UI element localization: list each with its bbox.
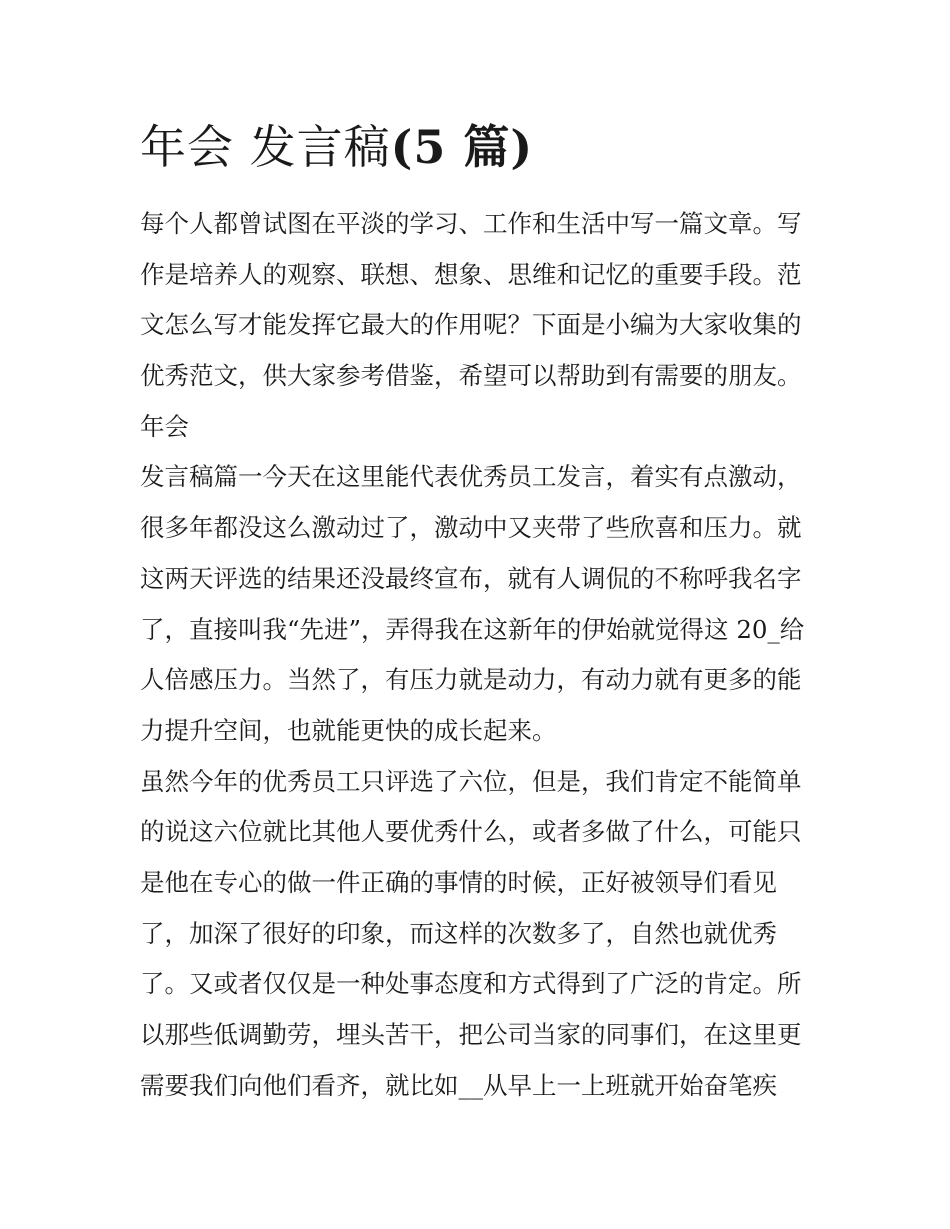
page-title (140, 112, 533, 182)
text-line: 每个人都曾试图在平淡的学习、工作和生活中写一篇文章。写 (140, 209, 802, 238)
text-line: 文怎么写才能发挥它最大的作用呢？下面是小编为大家收集的 (140, 310, 802, 340)
text-line: 以那些低调勤劳，埋头苦干，把公司当家的同事们，在这里更 (140, 1020, 802, 1049)
text-line: 是他在专心的做一件正确的事情的时候，正好被领导们看见 (140, 867, 777, 897)
text-line: 的说这六位就比其他人要优秀什么，或者多做了什么，可能只 (140, 817, 802, 847)
text-line: 力提升空间，也就能更快的成长起来。 (140, 715, 557, 745)
text-line: 需要我们向他们看齐，就比如__从早上一上班就开始奋笔疾 (140, 1070, 777, 1100)
title-count: (5 篇) (390, 120, 534, 174)
title-text: 年会 发言稿 (140, 120, 391, 174)
text-line: 了，加深了很好的印象，而这样的次数多了，自然也就优秀 (140, 918, 777, 948)
text-line: 优秀范文，供大家参考借鉴，希望可以帮助到有需要的朋友。 (140, 361, 802, 391)
text-line: 虽然今年的优秀员工只评选了六位，但是，我们肯定不能简单 (140, 766, 802, 796)
text-line: 作是培养人的观察、联想、想象、思维和记忆的重要手段。范 (140, 259, 802, 289)
text-line: 很多年都没这么激动过了，激动中又夹带了些欣喜和压力。就 (140, 513, 802, 543)
text-line: 发言稿篇一今天在这里能代表优秀员工发言，着实有点激动， (140, 462, 802, 492)
text-line: 年会 (140, 411, 189, 441)
document-body (140, 199, 820, 1111)
text-line: 了，直接叫我“先进”，弄得我在这新年的伊始就觉得这 20_给 (140, 614, 805, 644)
text-line: 这两天评选的结果还没最终宣布，就有人调侃的不称呼我名字 (140, 563, 802, 593)
text-line: 了。又或者仅仅是一种处事态度和方式得到了广泛的肯定。所 (140, 969, 802, 999)
text-line: 人倍感压力。当然了，有压力就是动力，有动力就有更多的能 (140, 665, 802, 695)
